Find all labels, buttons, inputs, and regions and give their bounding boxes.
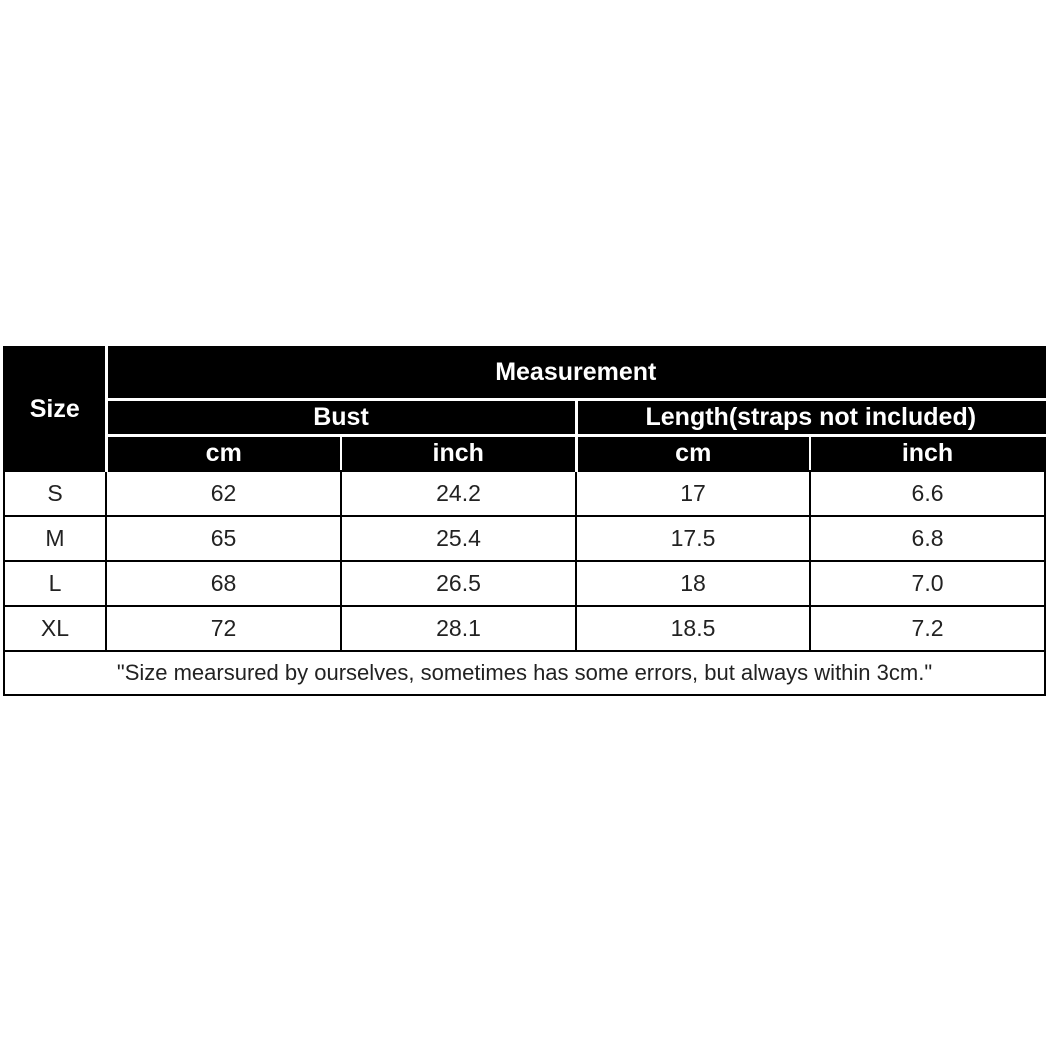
length-cm-cell: 17.5 [576, 516, 810, 561]
bust-inch-header: inch [341, 435, 576, 471]
length-inch-cell: 7.2 [810, 606, 1045, 651]
table-row [4, 561, 1045, 606]
table-row [4, 516, 1045, 561]
length-cm-header: cm [576, 435, 810, 471]
bust-cm-cell: 65 [106, 516, 341, 561]
length-inch-cell: 6.8 [810, 516, 1045, 561]
length-inch-cell: 7.0 [810, 561, 1045, 606]
size-cell: L [4, 561, 106, 606]
bust-cm-header: cm [106, 435, 341, 471]
table-row [4, 606, 1045, 651]
bust-inch-cell: 25.4 [341, 516, 576, 561]
length-group-header: Length(straps not included) [576, 399, 1045, 435]
table-row [4, 471, 1045, 516]
length-inch-cell: 6.6 [810, 471, 1045, 516]
length-inch-header: inch [810, 435, 1045, 471]
length-cm-cell: 17 [576, 471, 810, 516]
length-cm-cell: 18 [576, 561, 810, 606]
size-column-header: Size [4, 347, 106, 471]
bust-group-header: Bust [106, 399, 576, 435]
bust-inch-cell: 24.2 [341, 471, 576, 516]
bust-cm-cell: 72 [106, 606, 341, 651]
measurement-header: Measurement [106, 347, 1045, 399]
size-cell: S [4, 471, 106, 516]
size-chart-table [3, 346, 1046, 696]
bust-cm-cell: 68 [106, 561, 341, 606]
bust-cm-cell: 62 [106, 471, 341, 516]
measurement-note: "Size mearsured by ourselves, sometimes has some errors, but always within 3cm." [4, 651, 1045, 695]
size-cell: M [4, 516, 106, 561]
length-cm-cell: 18.5 [576, 606, 810, 651]
bust-inch-cell: 26.5 [341, 561, 576, 606]
bust-inch-cell: 28.1 [341, 606, 576, 651]
size-cell: XL [4, 606, 106, 651]
